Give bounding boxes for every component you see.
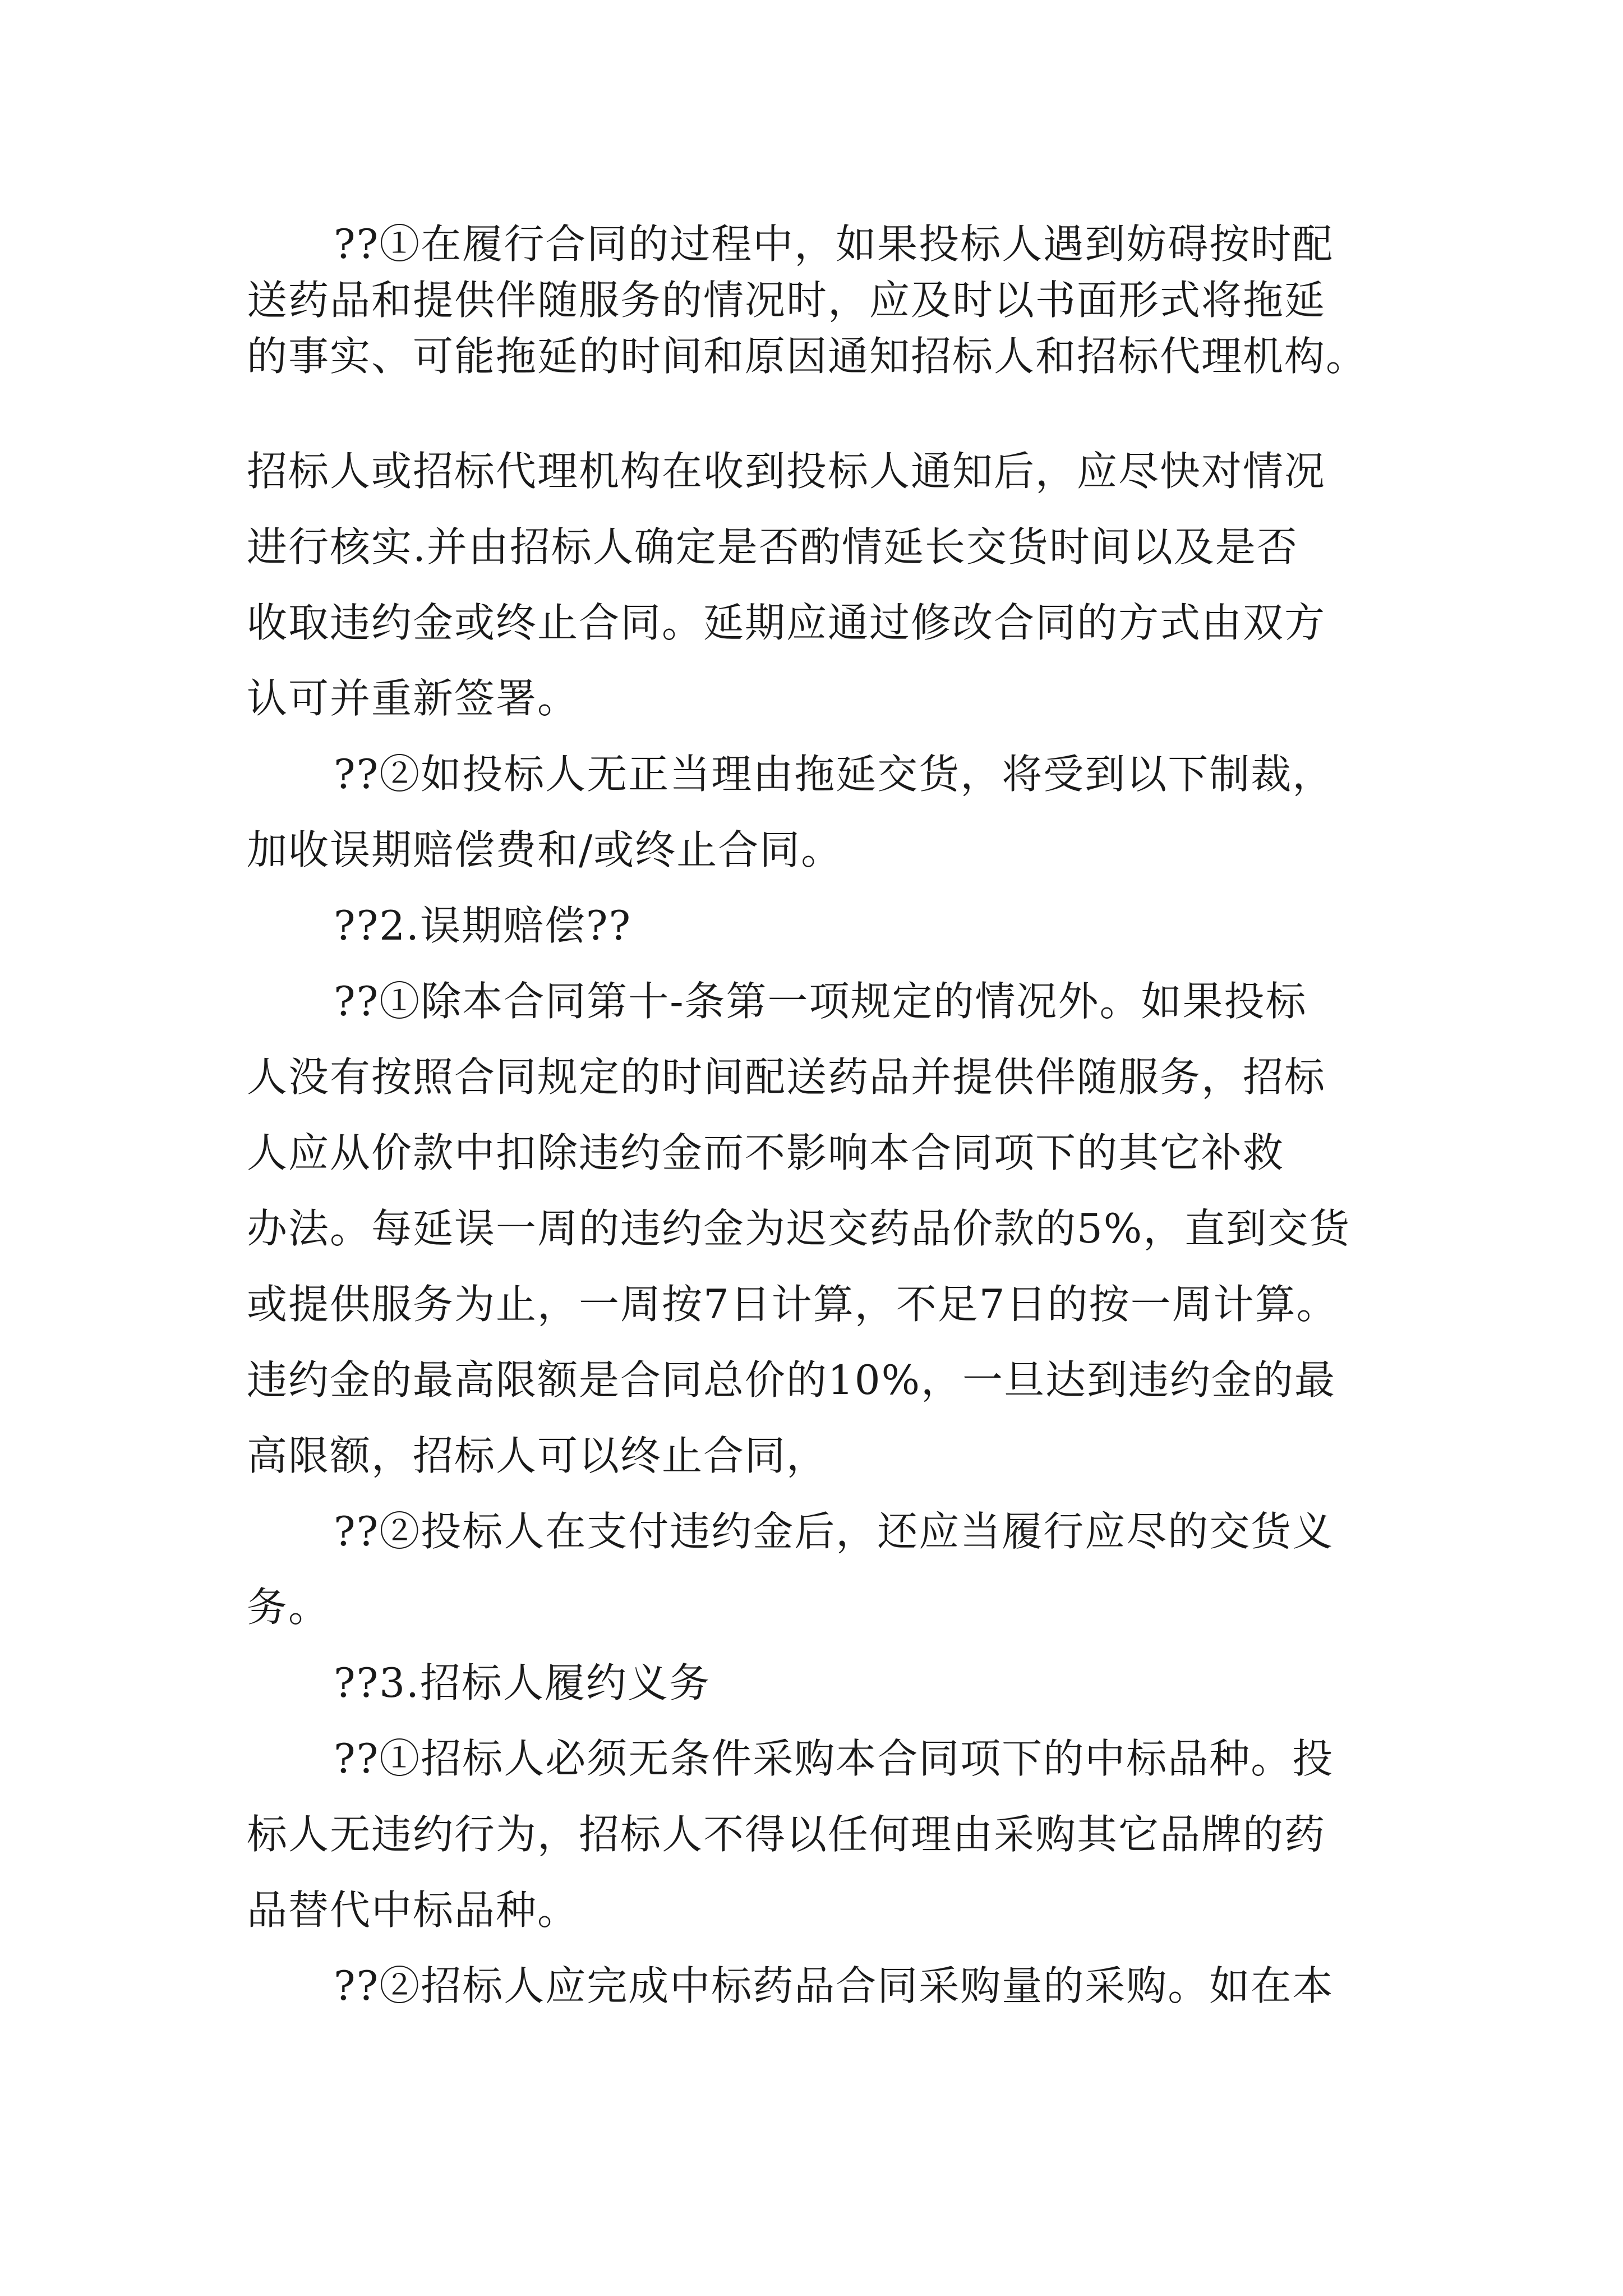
paragraph-line: ??②招标人应完成中标药品合同采购量的采购。如在本 xyxy=(334,1962,1334,2009)
paragraph-line: ??①除本合同第十-条第一项规定的情况外。如果投标 xyxy=(334,978,1307,1025)
paragraph-line: 违约金的最高限额是合同总价的10%，一旦达到违约金的最 xyxy=(247,1356,1336,1404)
paragraph-line: 认可并重新签署。 xyxy=(247,675,579,722)
paragraph-line: ??①在履行合同的过程中，如果投标人遇到妨碍按时配 xyxy=(334,220,1334,268)
paragraph-line: 的事实、可能拖延的时间和原因通知招标人和招标代理机构。 xyxy=(247,333,1368,380)
paragraph-line: 送药品和提供伴随服务的情况时，应及时以书面形式将拖延 xyxy=(247,277,1326,324)
paragraph-line: 高限额，招标人可以终止合同， xyxy=(247,1432,828,1479)
paragraph-line: 标人无违约行为，招标人不得以任何理由采购其它品牌的药 xyxy=(247,1811,1326,1858)
section-heading: ??2.误期赔偿?? xyxy=(334,902,632,949)
paragraph-line: ??②投标人在支付违约金后，还应当履行应尽的交货义 xyxy=(334,1508,1334,1555)
paragraph-line: ??②如投标人无正当理由拖延交货，将受到以下制裁， xyxy=(334,751,1334,798)
paragraph-line: 收取违约金或终止合同。延期应通过修改合同的方式由双方 xyxy=(247,599,1326,646)
paragraph-line: 人没有按照合同规定的时间配送药品并提供伴随服务，招标 xyxy=(247,1053,1326,1101)
section-heading: ??3.招标人履约义务 xyxy=(334,1659,711,1706)
paragraph-line: 务。 xyxy=(247,1584,330,1631)
paragraph-line: 或提供服务为止，一周按7日计算，不足7日的按一周计算。 xyxy=(247,1281,1338,1328)
paragraph-line: 办法。每延误一周的违约金为迟交药品价款的5%，直到交货 xyxy=(247,1205,1351,1252)
paragraph-line: 品替代中标品种。 xyxy=(247,1887,579,1934)
paragraph-line: 人应从价款中扣除违约金而不影响本合同项下的其它补救 xyxy=(247,1129,1285,1176)
paragraph-line: 招标人或招标代理机构在收到投标人通知后，应尽快对情况 xyxy=(247,448,1326,495)
paragraph-line: 进行核实.并由招标人确定是否酌情延长交货时间以及是否 xyxy=(247,523,1298,570)
paragraph-line: 加收误期赔偿费和/或终止合同。 xyxy=(247,826,843,873)
paragraph-line: ??①招标人必须无条件采购本合同项下的中标品种。投 xyxy=(334,1735,1334,1782)
